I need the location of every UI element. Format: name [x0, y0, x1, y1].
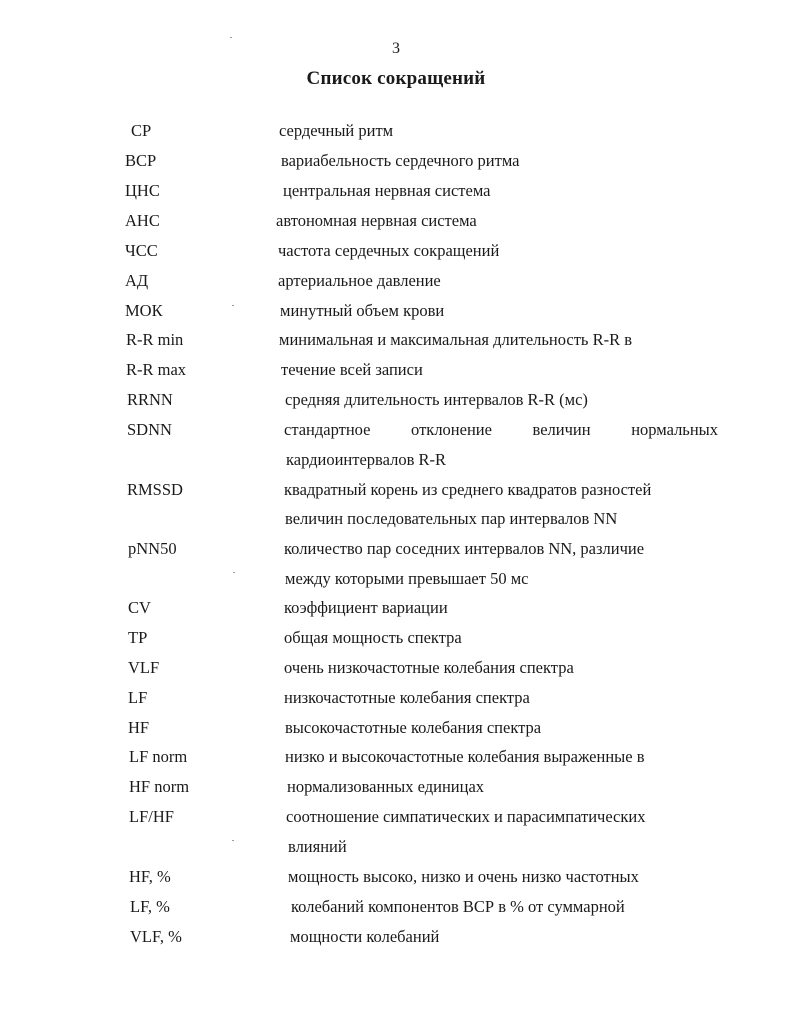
definition: автономная нервная система	[276, 211, 477, 230]
definition: сердечный ритм	[279, 121, 394, 140]
definition: мощность высоко, низко и очень низко частотных	[288, 867, 639, 886]
abbreviation: SDNN	[127, 420, 172, 439]
definition-continuation: кардиоинтервалов R-R	[286, 450, 446, 469]
abbreviation: LF	[128, 688, 148, 707]
abbreviation: LF, %	[130, 897, 170, 916]
definition: низко и высокочастотные колебания выраженные в	[285, 747, 645, 766]
abbreviation: ЧСС	[125, 241, 158, 260]
abbreviation: HF, %	[129, 867, 171, 886]
definition: низкочастотные колебания спектра	[284, 688, 530, 707]
definition: частота сердечных сокращений	[278, 241, 500, 260]
definition-continuation: между которыми превышает 50 мс	[285, 569, 529, 588]
definition: течение всей записи	[281, 360, 423, 379]
definition: минутный объем крови	[280, 301, 445, 320]
abbreviation: АД	[125, 271, 149, 290]
abbreviation: СР	[131, 121, 152, 140]
abbreviation: HF	[128, 718, 150, 737]
scan-speck	[232, 305, 234, 306]
definition: мощности колебаний	[290, 927, 440, 946]
abbreviation: TP	[128, 628, 148, 647]
definition: артериальное давление	[278, 271, 441, 290]
definition: нормализованных единицах	[287, 777, 485, 796]
definition: квадратный корень из среднего квадратов разностей	[284, 480, 652, 499]
definition: стандартное отклонение величин нормальных	[284, 420, 718, 439]
definition: средняя длительность интервалов R-R (мс)	[285, 390, 588, 409]
definition: коэффициент вариации	[284, 598, 448, 617]
definition-continuation: величин последовательных пар интервалов NN	[285, 509, 618, 528]
abbreviation: pNN50	[128, 539, 177, 558]
scan-speck	[230, 37, 232, 38]
page-number: 3	[392, 40, 400, 57]
abbreviation: HF norm	[129, 777, 190, 796]
abbreviation: МОК	[125, 301, 163, 320]
scan-speck	[232, 840, 234, 841]
abbreviation: LF/HF	[129, 807, 174, 826]
abbreviation: R-R min	[126, 330, 184, 349]
definition: общая мощность спектра	[284, 628, 462, 647]
abbreviation: RRNN	[127, 390, 173, 409]
definition: количество пар соседних интервалов NN, различие	[284, 539, 645, 558]
definition: центральная нервная система	[283, 181, 491, 200]
definition: колебаний компонентов ВСР в % от суммарной	[291, 897, 625, 916]
abbreviation: VLF	[128, 658, 160, 677]
abbreviation: RMSSD	[127, 480, 183, 499]
abbreviation: CV	[128, 598, 151, 617]
definition: вариабельность сердечного ритма	[281, 151, 520, 170]
definition: очень низкочастотные колебания спектра	[284, 658, 574, 677]
abbreviation: R-R max	[126, 360, 187, 379]
page-title: Список сокращений	[306, 68, 486, 89]
abbreviation: АНС	[125, 211, 160, 230]
abbreviation: LF norm	[129, 747, 188, 766]
abbreviation: VLF, %	[130, 927, 182, 946]
definition-continuation: влияний	[288, 837, 347, 856]
abbreviation: ВСР	[125, 151, 157, 170]
definition: высокочастотные колебания спектра	[285, 718, 542, 737]
scan-speck	[233, 572, 235, 573]
definition: минимальная и максимальная длительность R-R в	[279, 330, 632, 349]
abbreviation: ЦНС	[125, 181, 160, 200]
definition: соотношение симпатических и парасимпатических	[286, 807, 646, 826]
